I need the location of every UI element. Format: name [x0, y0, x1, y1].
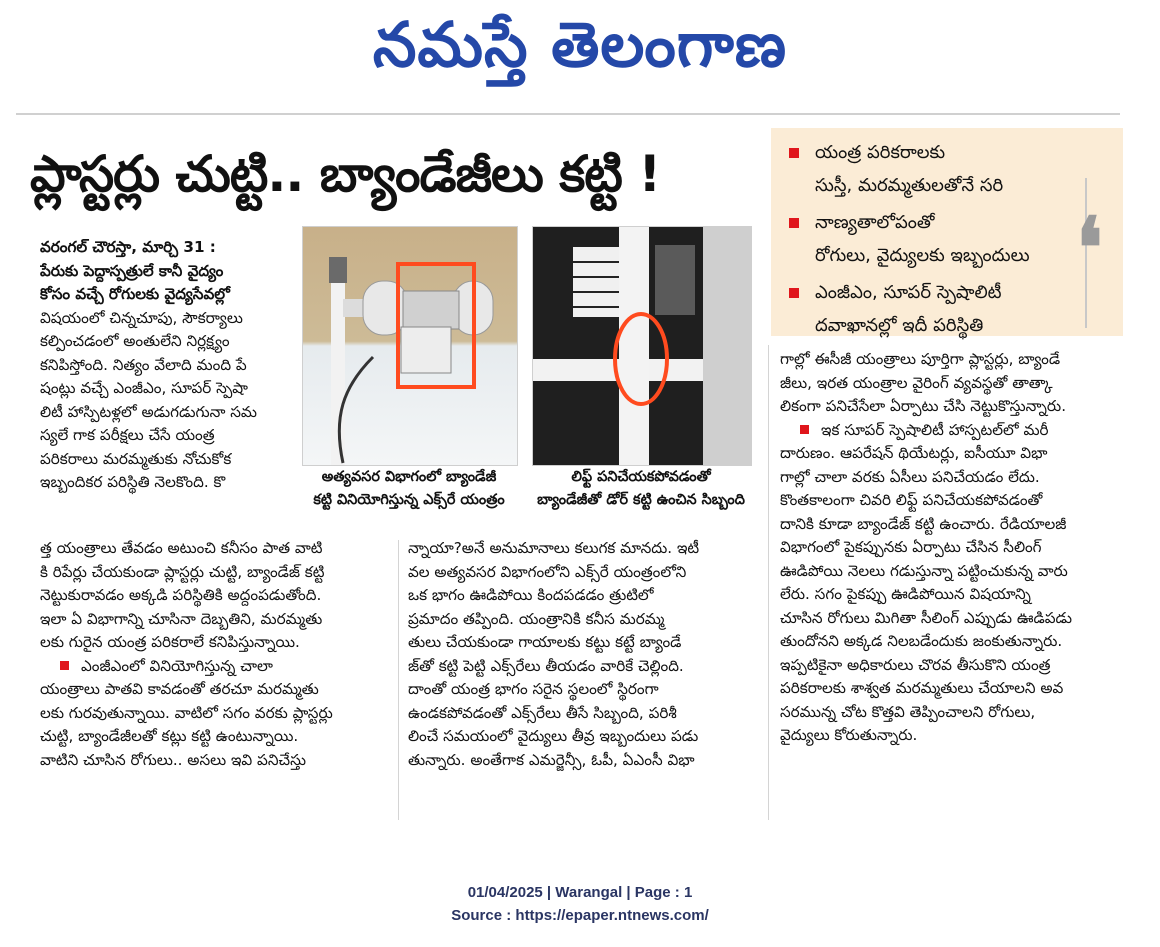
article-line: లిటీ హాస్పిటళ్లలో అడుగడుగునా సమ — [40, 402, 257, 421]
article-line: వల అత్యవసర విభాగంలోని ఎక్స్‌రే యంత్రంలోని — [408, 562, 687, 581]
article-line: విషయంలో చిన్నచూపు, సౌకర్యాలు — [40, 308, 243, 327]
article-line: లించే సమయంలో వైద్యులు తీవ్ర ఇబ్బందులు పడు — [408, 727, 699, 745]
article-column-1b — [40, 537, 386, 772]
red-square-bullet-icon — [800, 425, 809, 434]
article-column-1 — [40, 236, 286, 495]
quote-mark-icon: ❛ — [1075, 198, 1103, 297]
article-line: లకు గురైన యంత్ర పరికరాలే కనిపిస్తున్నాయి. — [40, 633, 300, 651]
article-line: వాటిని చూసిన రోగులు.. అసలు ఇవి పనిచేస్తు — [40, 750, 306, 769]
article-line: షంట్లు వచ్చే ఎంజీఎం, సూపర్ స్పెషా — [40, 379, 248, 397]
red-square-bullet-icon — [789, 288, 799, 298]
article-line: ప్రమాదం తప్పింది. యంత్రానికి కనీస మరమ్మ — [408, 609, 665, 628]
article-line: జ్‌తో కట్టి పెట్టి ఎక్స్‌రేలు తీయడం వారికే చెల్లింది. — [408, 656, 684, 675]
article-line: త్త యంత్రాలు తేవడం అటుంచి కనీసం పాత వాటి — [40, 539, 323, 557]
highlight-line: ఎంజీఎం, సూపర్ స్పెషాలిటీ — [815, 282, 1002, 303]
highlight-line: యంత్ర పరికరాలకు — [815, 142, 946, 163]
highlight-item — [785, 276, 1109, 342]
xray-machine-photo — [302, 226, 518, 466]
highlight-item — [785, 136, 1109, 202]
article-line: లికంగా పనిచేసేలా ఏర్పాటు చేసి నెట్టుకొస్తున్నారు. — [780, 397, 1067, 415]
article-line: దానికి కూడా బ్యాండేజ్ కట్టి ఉంచారు. రేడియాలజీ — [780, 514, 1067, 533]
article-line: లకు గురవుతున్నాయి. వాటిలో సగం వరకు ప్లాస్టర్లు — [40, 703, 333, 722]
article-line: చూసిన రోగులు మిగితా సీలింగ్ ఎప్పుడు ఊడిపడు — [780, 608, 1073, 627]
highlight-line: రోగులు, వైద్యులకు ఇబ్బందులు — [815, 245, 1030, 266]
article-line: దాంతో యంత్ర భాగం సరైన స్థలంలో స్థిరంగా — [408, 680, 659, 698]
footer-source-link[interactable]: Source : https://epaper.ntnews.com/ — [451, 907, 709, 924]
footer-date-edition: 01/04/2025 | Warangal | Page : 1 — [467, 884, 693, 901]
article-line: చుట్టి, బ్యాండేజీలతో కట్లు కట్టి ఉంటున్నాయి. — [40, 727, 299, 745]
article-line: న్నాయా?అనే అనుమానాలు కలుగక మానదు. ఇటీ — [408, 539, 700, 557]
caption-line: లిఫ్ట్ పనిచేయకపోవడంతో — [571, 469, 711, 485]
article-line: ఇలా ఏ విభాగాన్ని చూసినా దెబ్బతిని, మరమ్మతు — [40, 609, 323, 628]
article-line: కోసం వచ్చే రోగులకు వైద్యసేవల్లో — [40, 285, 230, 303]
column-divider — [768, 345, 769, 820]
highlight-line: దవాఖానల్లో ఇదీ పరిస్థితి — [815, 315, 984, 336]
paragraph-start: ఇక సూపర్ స్పెషాలిటీ హాస్పటల్‌లో మరీ — [821, 420, 1049, 439]
article-column-3 — [780, 348, 1124, 748]
masthead-rule — [16, 113, 1120, 115]
article-line: తున్నారు. అంతేగాక ఎమర్జెన్సీ, ఓపీ, ఏఎంసీ విభా — [408, 750, 695, 769]
article-column-2 — [408, 537, 760, 772]
article-line: తుందోనని అక్కడ నిలబడేందుకు జంకుతున్నారు. — [780, 632, 1063, 650]
photo-caption — [528, 466, 754, 512]
article-line: నెట్టుకురావడం అక్కడి పరిస్థితికి అద్దంపడుతోంది. — [40, 586, 322, 604]
article-line: ఇప్పటికైనా అధికారులు చొరవ తీసుకొని యంత్ర — [780, 655, 1051, 674]
article-line: గాల్లో ఈసీజీ యంత్రాలు పూర్తిగా ప్లాస్టర్లు, బ్యాండే — [780, 350, 1061, 368]
red-square-bullet-icon — [789, 148, 799, 158]
dateline: వరంగల్ చౌరస్తా, మార్చి 31 : — [40, 238, 216, 256]
article-line: ఊడిపోయి నెలలు గడుస్తున్నా పట్టించుకున్న వారు — [780, 561, 1068, 580]
article-line: ఒక భాగం ఊడిపోయి కిందపడడం త్రుటిలో — [408, 586, 654, 604]
caption-line: బ్యాండేజీతో డోర్ కట్టి ఉంచిన సిబ్బంది — [537, 492, 745, 508]
article-headline: ప్లాస్టర్లు చుట్టి.. బ్యాండేజీలు కట్టి ! — [30, 145, 661, 203]
photo-caption — [298, 466, 520, 512]
article-line: కల్పించడంలో అంతులేని నిర్లక్ష్యం — [40, 332, 230, 350]
article-line: పరికరాలకు శాశ్వత మరమ్మతులు చేయాలని అవ — [780, 679, 1064, 697]
red-square-bullet-icon — [60, 661, 69, 670]
article-line: కనిపిస్తోంది. నిత్యం వేలాది మంది పే — [40, 355, 247, 374]
article-line: స్యలే గాక పరీక్షలు చేసే యంత్ర — [40, 426, 215, 444]
article-line: వైద్యులు కోరుతున్నారు. — [780, 726, 918, 744]
highlight-item — [785, 206, 1109, 272]
article-line: ఉండకపోవడంతో ఎక్స్‌రేలు తీసే సిబ్బంది, పరిశీ — [408, 703, 677, 722]
article-line: పేరుకు పెద్దాస్పత్రులే కానీ వైద్యం — [40, 261, 224, 280]
article-line: పరికరాలు మరమ్మతుకు నోచుకోక — [40, 449, 232, 468]
highlights-box — [771, 128, 1123, 336]
article-line: గాల్లో చాలా వరకు ఏసీలు పనిచేయడం లేదు. — [780, 467, 1040, 486]
xray-machine-illustration — [303, 227, 517, 465]
article-line — [780, 419, 1124, 443]
article-line: విభాగంలో పైకప్పునకు ఏర్పాటు చేసిన సీలింగ్ — [780, 538, 1042, 556]
highlight-line: నాణ్యతాలోపంతో — [815, 212, 935, 233]
article-line — [40, 655, 386, 679]
article-line: యంత్రాలు పాతవి కావడంతో తరచూ మరమ్మతు — [40, 680, 319, 698]
caption-line: అత్యవసర విభాగంలో బ్యాండేజీ — [321, 469, 497, 485]
red-square-bullet-icon — [789, 218, 799, 228]
article-line: లేరు. సగం పైకప్పు ఊడిపోయిన విషయాన్ని — [780, 585, 1031, 603]
article-line: సరమున్న చోట కొత్తవి తెప్పించాలని రోగులు, — [780, 702, 1036, 721]
newspaper-masthead: నమస్తే తెలంగాణ — [372, 8, 788, 81]
column-divider — [398, 540, 399, 820]
article-line: దారుణం. ఆపరేషన్ థియేటర్లు, ఐసీయూ విభా — [780, 444, 1048, 462]
article-line: కొంతకాలంగా చివరి లిఫ్ట్ పనిచేయకపోవడంతో — [780, 491, 1043, 509]
article-line: ఇబ్బందికర పరిస్థితి నెలకొంది. కొ — [40, 473, 226, 491]
lift-door-photo — [532, 226, 752, 466]
caption-line: కట్టి వినియోగిస్తున్న ఎక్స్‌రే యంత్రం — [313, 492, 505, 508]
paragraph-start: ఎంజీఎంలో వినియోగిస్తున్న చాలా — [81, 656, 273, 675]
lift-door-illustration — [533, 227, 751, 465]
highlight-line: సుస్తీ, మరమ్మతులతోనే సరి — [815, 175, 1004, 196]
article-line: జీలు, ఇరత యంత్రాల వైరింగ్ వ్యవస్థతో తాత్కా — [780, 373, 1053, 392]
article-line: తులు చేయకుండా గాయాలకు కట్టు కట్టే బ్యాండే — [408, 633, 682, 651]
article-line: కి రిపేర్లు చేయకుండా ప్లాస్టర్లు చుట్టి, బ్యాండేజ్ కట్టి — [40, 562, 325, 581]
